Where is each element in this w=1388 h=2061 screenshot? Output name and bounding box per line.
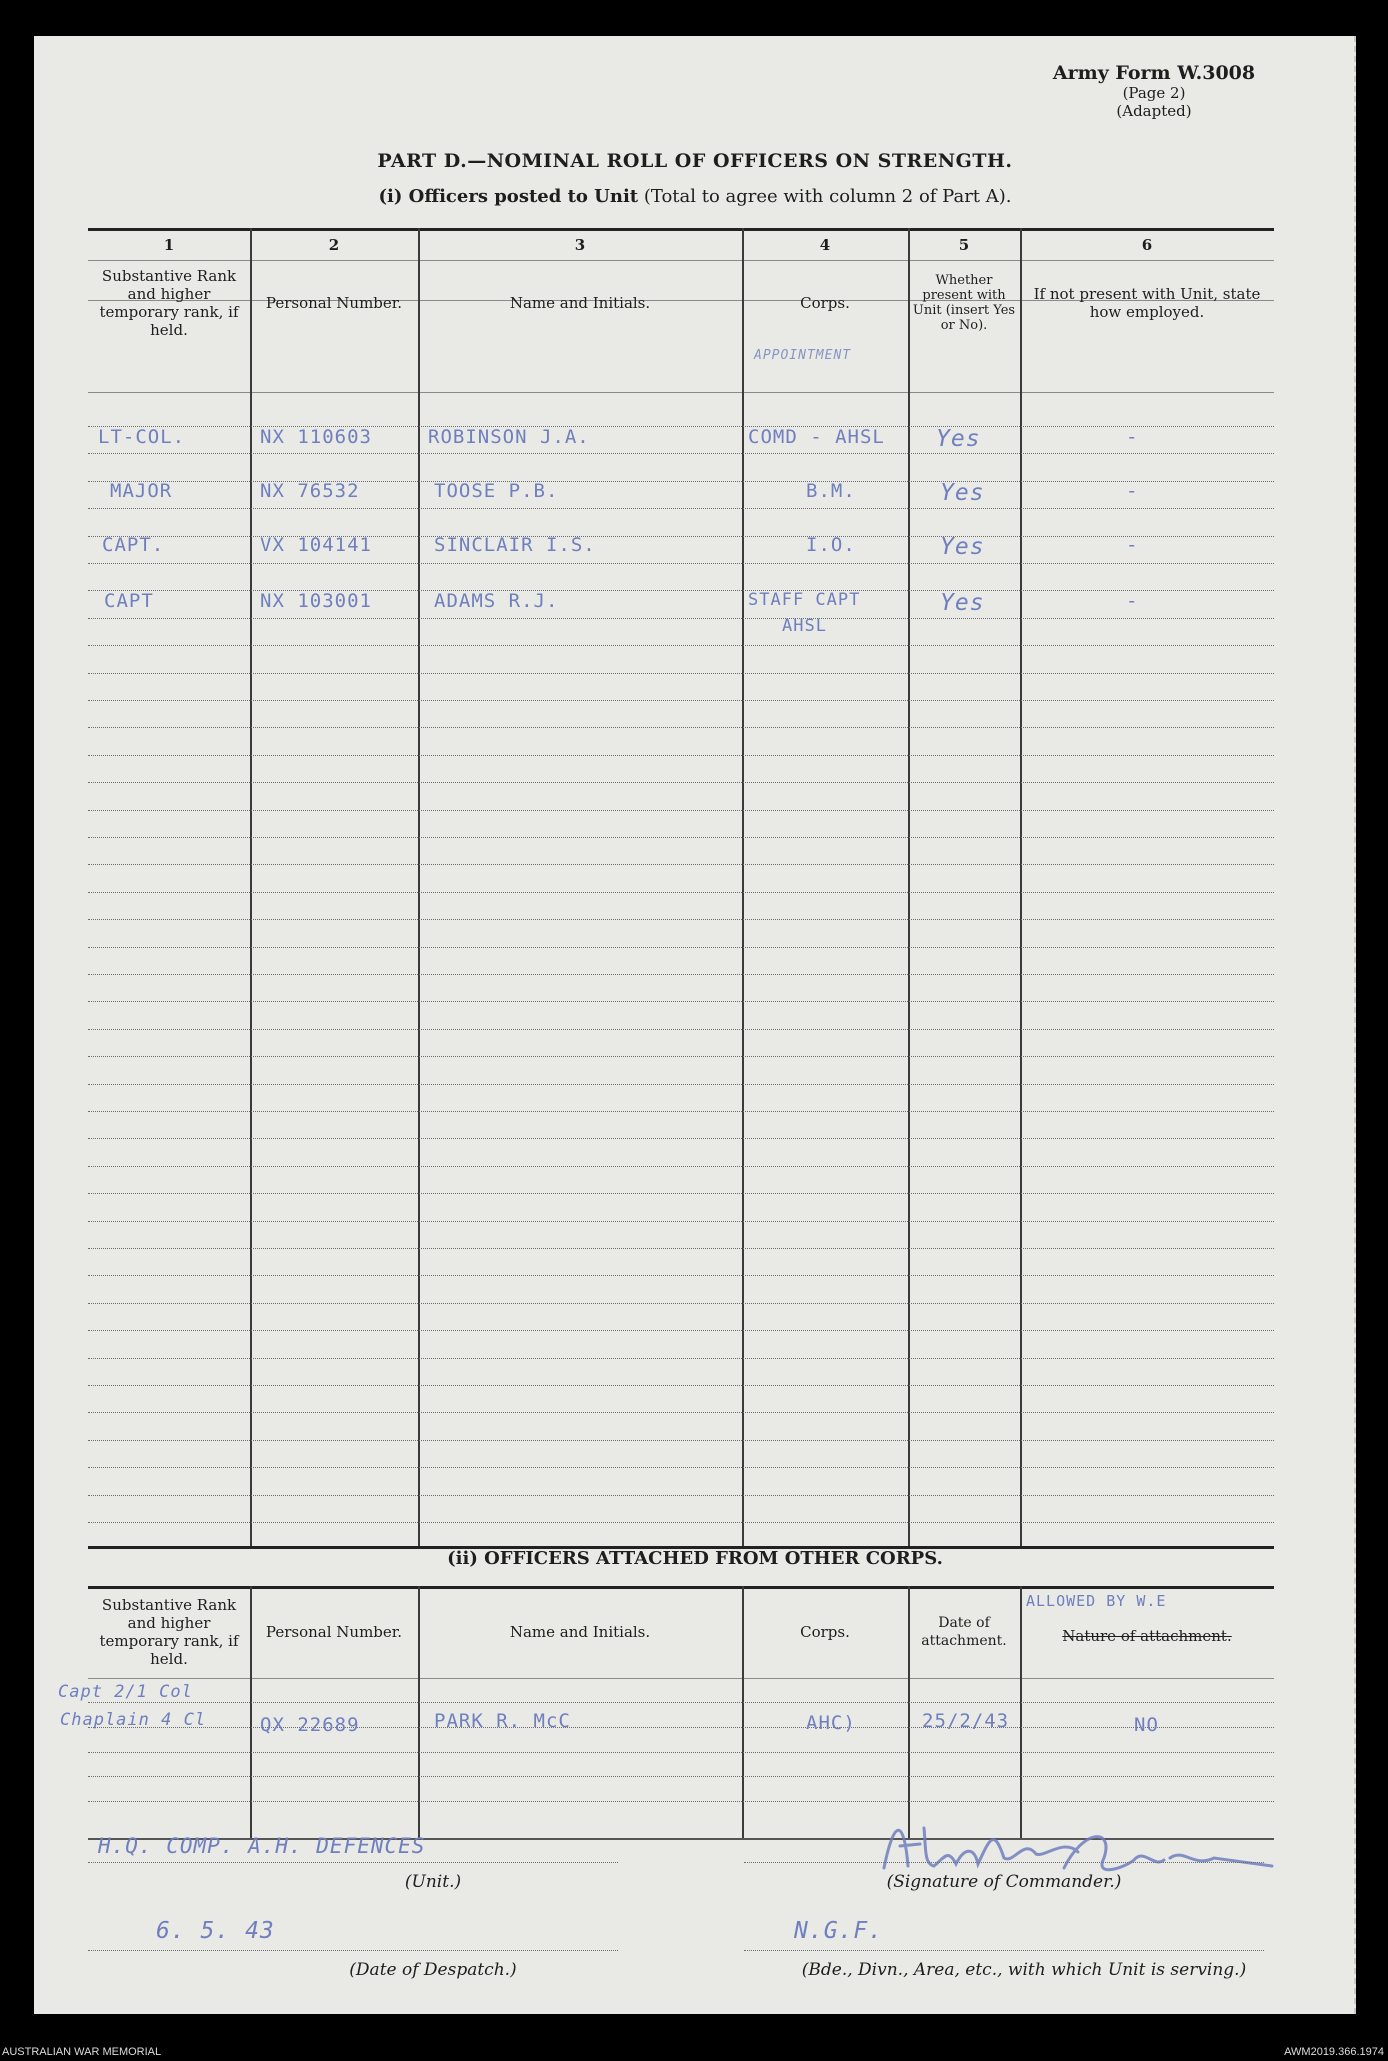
ruled-line	[88, 1029, 1274, 1030]
ruled-line	[88, 1522, 1274, 1523]
ruled-line	[88, 1412, 1274, 1413]
column-number: 2	[328, 236, 340, 254]
present-cell: Yes	[940, 534, 985, 560]
ruled-line	[88, 1084, 1274, 1085]
name-cell: SINCLAIR I.S.	[434, 534, 596, 556]
part-d-heading: PART D.—NOMINAL ROLL OF OFFICERS ON STRENGTH.	[377, 150, 1013, 172]
ruled-line	[88, 1275, 1274, 1276]
date-line	[88, 1950, 618, 1951]
ruled-line	[88, 1056, 1274, 1057]
ruled-line	[88, 1467, 1274, 1468]
name-cell: ADAMS R.J.	[434, 590, 559, 612]
form-adapted: (Adapted)	[1116, 102, 1192, 120]
ruled-line	[88, 919, 1274, 920]
officers-attached-table	[58, 1586, 1274, 1838]
employed-cell: -	[1126, 534, 1139, 556]
header-corps: Corps.	[800, 1623, 850, 1641]
rank-cell: CAPT.	[102, 534, 165, 556]
ruled-line	[88, 1248, 1274, 1249]
column-number: 1	[163, 236, 175, 254]
ruled-line	[88, 1193, 1274, 1194]
rank-cell: MAJOR	[110, 480, 173, 502]
ruled-line	[88, 1776, 1274, 1777]
name-cell: ROBINSON J.A.	[428, 426, 590, 448]
form-identifier	[1034, 62, 1274, 120]
ruled-line	[88, 1111, 1274, 1112]
ruled-line	[88, 1330, 1274, 1331]
ruled-line	[88, 892, 1274, 893]
table-header-bottom-rule	[88, 392, 1274, 393]
table-top-rule	[88, 1586, 1274, 1589]
present-cell: Yes	[940, 590, 985, 616]
watermark-left: AUSTRALIAN WAR MEMORIAL	[2, 2046, 162, 2058]
signature-label: (Signature of Commander.)	[886, 1872, 1122, 1892]
ruled-line	[88, 947, 1274, 948]
ruled-line	[88, 1001, 1274, 1002]
column-number: 5	[958, 236, 970, 254]
allowed-by-we-note: ALLOWED BY W.E	[1026, 1592, 1167, 1610]
ruled-line	[88, 782, 1274, 783]
header-nature-attachment: Nature of attachment.	[1062, 1627, 1232, 1645]
ruled-line	[88, 673, 1274, 674]
header-rank: Substantive Rank and higher temporary rank, if held.	[99, 1596, 239, 1668]
rank-cell: LT-COL.	[98, 426, 186, 448]
ruled-line	[88, 1752, 1274, 1753]
present-cell: Yes	[940, 480, 985, 506]
corps-appointment-note: APPOINTMENT	[754, 348, 852, 363]
form-page-number: (Page 2)	[1122, 84, 1186, 102]
corps-cell: B.M.	[806, 480, 856, 502]
number-cell: VX 104141	[260, 534, 372, 556]
present-cell: Yes	[936, 426, 981, 452]
ruled-line	[88, 1495, 1274, 1496]
ruled-line	[88, 1801, 1274, 1802]
employed-cell: -	[1126, 480, 1139, 502]
corps-cell: AHC)	[806, 1712, 856, 1734]
date-cell: 25/2/43	[922, 1710, 1010, 1732]
table-number-rule	[88, 260, 1274, 261]
rank-cell: CAPT	[104, 590, 154, 612]
unit-value: H.Q. COMP. A.H. DEFENCES	[98, 1834, 426, 1858]
corps-cell: I.O.	[806, 534, 856, 556]
name-cell: TOOSE P.B.	[434, 480, 559, 502]
column-divider	[1020, 1586, 1022, 1838]
ruled-line	[88, 837, 1274, 838]
column-divider	[250, 1586, 252, 1838]
section-i-note: (Total to agree with column 2 of Part A).	[638, 186, 1012, 207]
number-cell: NX 76532	[260, 480, 360, 502]
ruled-line	[88, 974, 1274, 975]
ruled-line	[88, 1303, 1274, 1304]
ruled-line	[88, 1385, 1274, 1386]
ruled-line	[88, 1440, 1274, 1441]
table-row	[88, 590, 1274, 646]
serving-label: (Bde., Divn., Area, etc., with which Unit is serving.)	[801, 1960, 1247, 1980]
signature-line	[744, 1862, 1264, 1863]
corps-cell-line2: AHSL	[782, 616, 827, 636]
section-ii-heading: (ii) OFFICERS ATTACHED FROM OTHER CORPS.	[447, 1548, 943, 1569]
ruled-line	[88, 1221, 1274, 1222]
ruled-line	[88, 1358, 1274, 1359]
column-number: 4	[819, 236, 831, 254]
header-employed: If not present with Unit, state how employed.	[1033, 285, 1261, 321]
section-i-title: (i) Officers posted to Unit	[378, 186, 639, 207]
corps-cell: COMD - AHSL	[748, 426, 885, 448]
table-row	[88, 534, 1274, 564]
header-rank: Substantive Rank and higher temporary rank, if held.	[99, 267, 239, 339]
header-present: Whether present with Unit (insert Yes or No).	[912, 273, 1016, 333]
header-corps: Corps.	[800, 294, 850, 312]
despatch-date-value: 6. 5. 43	[156, 1918, 275, 1944]
table-row	[88, 480, 1274, 510]
ruled-line	[88, 864, 1274, 865]
serving-value: N.G.F.	[794, 1918, 884, 1944]
number-cell: NX 110603	[260, 426, 372, 448]
header-personal-number: Personal Number.	[265, 1623, 403, 1641]
ruled-line	[88, 1166, 1274, 1167]
name-cell: PARK R. McC	[434, 1710, 571, 1732]
nature-cell: NO	[1134, 1714, 1159, 1736]
date-label: (Date of Despatch.)	[349, 1960, 517, 1980]
rank-cell-line1: Capt 2/1 Col	[58, 1682, 193, 1702]
header-personal-number: Personal Number.	[265, 294, 403, 312]
watermark-right: AWM2019.366.1974	[1284, 2046, 1384, 2058]
ruled-line	[88, 700, 1274, 701]
form-title: Army Form W.3008	[1052, 62, 1256, 84]
rank-cell-line2: Chaplain 4 Cl	[60, 1710, 207, 1730]
ruled-line	[88, 727, 1274, 728]
employed-cell: -	[1126, 426, 1139, 448]
section-i-heading	[34, 186, 1356, 207]
column-number: 6	[1141, 236, 1153, 254]
table-row	[88, 426, 1274, 456]
number-cell: NX 103001	[260, 590, 372, 612]
unit-label: (Unit.)	[404, 1872, 462, 1892]
employed-cell: -	[1126, 590, 1139, 612]
form-page	[34, 36, 1356, 2014]
officers-posted-table	[88, 228, 1274, 1552]
header-name: Name and Initials.	[509, 294, 651, 312]
column-number: 3	[574, 236, 586, 254]
header-name: Name and Initials.	[509, 1623, 651, 1641]
serving-line	[744, 1950, 1264, 1951]
ruled-line	[88, 810, 1274, 811]
unit-line	[88, 1862, 618, 1863]
ruled-line	[88, 755, 1274, 756]
number-cell: QX 22689	[260, 1714, 360, 1736]
ruled-line	[88, 1702, 1274, 1703]
table-header-rule	[88, 1678, 1274, 1679]
ruled-line	[88, 1138, 1274, 1139]
corps-cell: STAFF CAPT	[748, 590, 861, 610]
table-top-rule	[88, 228, 1274, 231]
header-date-attachment: Date of attachment.	[921, 1615, 1007, 1649]
